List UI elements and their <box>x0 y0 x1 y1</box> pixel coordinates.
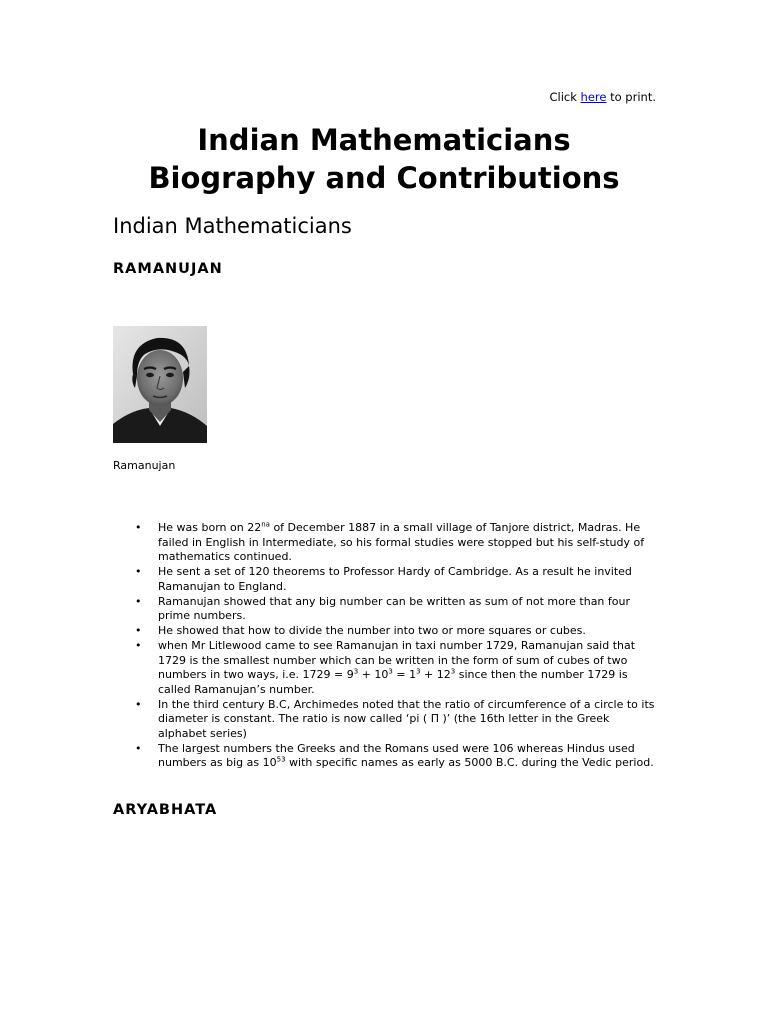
print-instruction <box>549 89 656 105</box>
section-subtitle: Indian Mathematicians <box>113 214 352 238</box>
bullet-icon: • <box>135 521 142 534</box>
heading-ramanujan: RAMANUJAN <box>113 261 223 277</box>
print-link[interactable]: here <box>580 90 607 104</box>
list-item: • He sent a set of 120 theorems to Professor Hardy of Cambridge. As a result he invited Ramanujan to England. <box>135 565 632 593</box>
list-item: • He showed that how to divide the number into two or more squares or cubes. <box>135 624 586 637</box>
portrait-caption: Ramanujan <box>113 459 176 472</box>
bullet-icon: • <box>135 697 142 711</box>
page-title <box>0 121 768 197</box>
bullet-icon: • <box>135 624 142 637</box>
bullet-icon: • <box>135 594 142 608</box>
heading-aryabhata: ARYABHATA <box>113 802 218 818</box>
ramanujan-portrait <box>113 326 207 443</box>
title-line-2: Biography and Contributions <box>148 161 620 195</box>
list-item: • In the third century B.C, Archimedes noted that the ratio of circumference of a circle to its diameter is constant. The ratio is now called ‘pi ( Π )’ (the 16th letter in the Greek alphabet series) <box>135 697 655 740</box>
list-item: • The largest numbers the Greeks and the Romans used were 106 whereas Hindus used numbers as big as $10^{53}$ with specific names as early as 5000 B.C. during the Vedic period. <box>135 741 654 769</box>
bullet-icon: • <box>135 639 142 652</box>
list-item: • Ramanujan showed that any big number can be written as sum of not more than four prime numbers. <box>135 594 630 622</box>
print-prefix: Click <box>549 90 577 104</box>
bullet-icon: • <box>135 741 142 755</box>
portrait-image <box>113 326 207 443</box>
bullet-icon: • <box>135 565 142 578</box>
print-suffix: to print. <box>610 90 656 104</box>
title-line-1: Indian Mathematicians <box>197 123 571 157</box>
list-item: • He was born on $22^{na}$ of December 1887 in a small village of Tanjore district, Madras. He failed in English in Intermediate, so his formal studies were stopped but his self-study of mathematics continued. <box>135 520 645 563</box>
ramanujan-facts-list <box>113 521 658 771</box>
list-item: • when Mr Litlewood came to see Ramanujan in taxi number 1729, Ramanujan said that 1729 is the smallest number which can be written in the form of sum of cubes of two numbers in two ways, i.e. $1729 = 9^3 + 10^3 = 1^3 + 12^3$ since then the number 1729 is called Ramanujan’s number. <box>135 639 636 696</box>
